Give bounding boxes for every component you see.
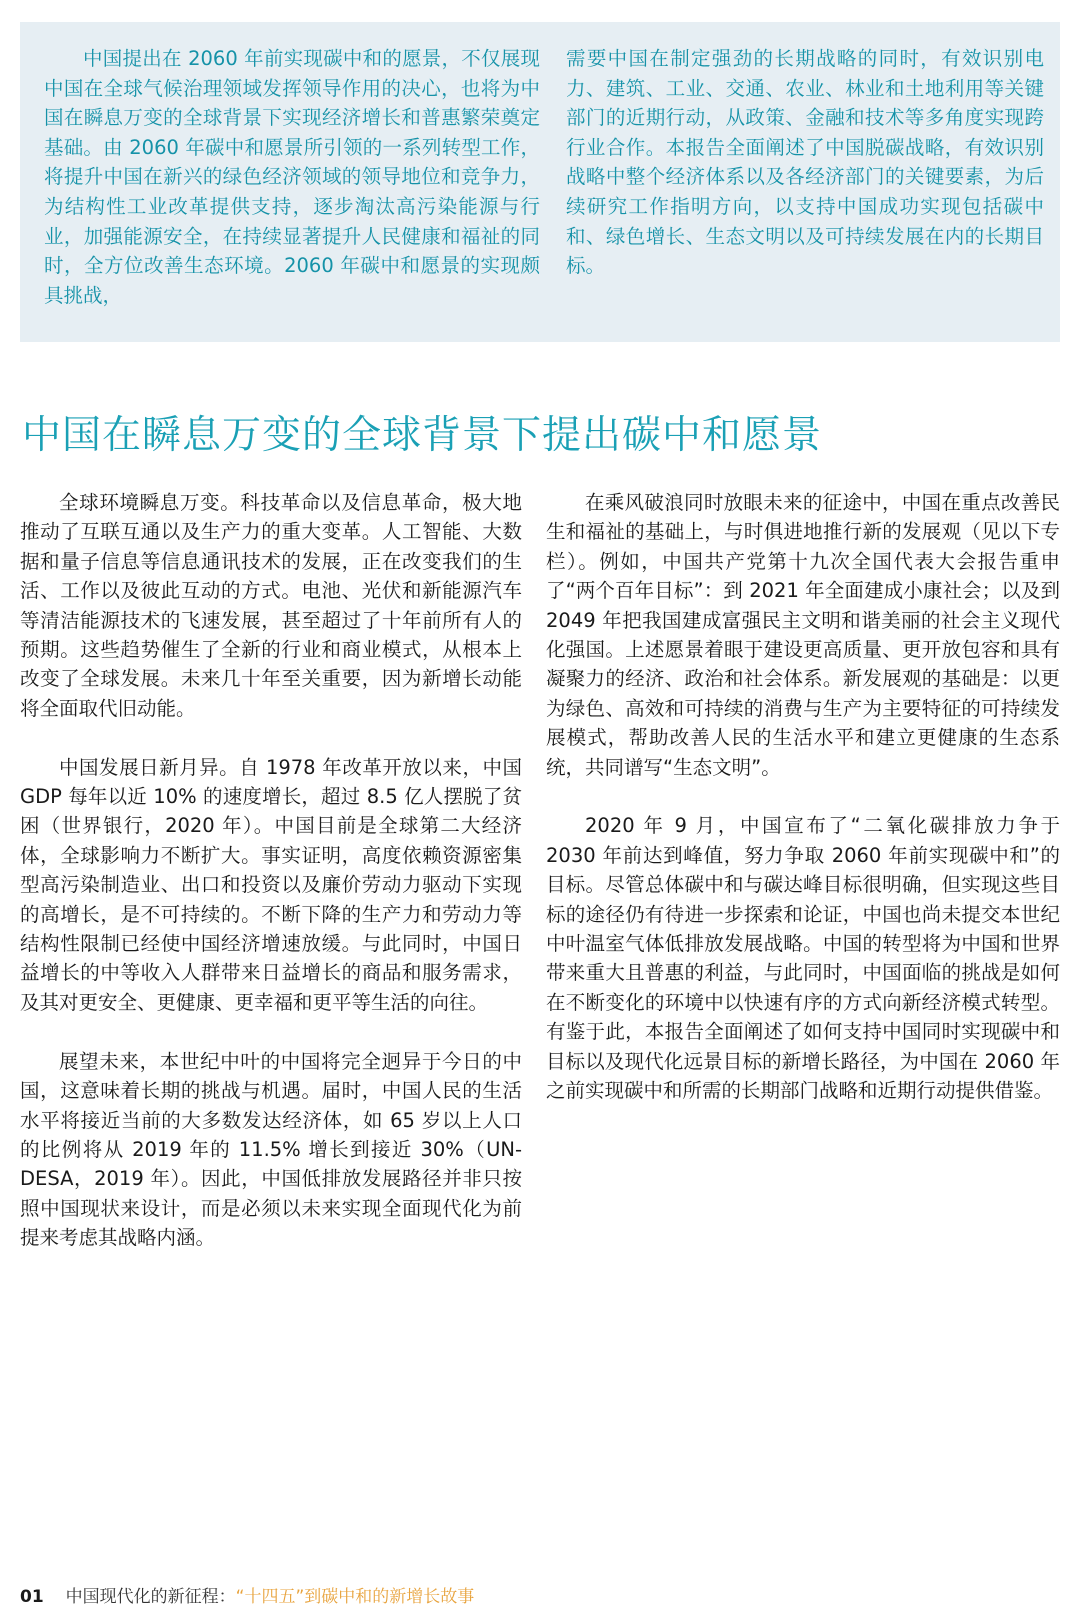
body-paragraph: 中国发展日新月异。自 1978 年改革开放以来，中国 GDP 每年以近 10% 的速度增长，超过 8.5 亿人摆脱了贫困（世界银行，2020 年）。中国目前是全球第二大经济体，全球影响力不断扩大。事实证明，高度依赖资源密集型高污染制造业、出口和投资以及廉价劳动力驱动下实现的高增长，是不可持续的。不断下降的生产力和劳动力等结构性限制已经使中国经济增速放缓。与此同时，中国日益增长的中等收入人群带来日益增长的商品和服务需求，及其对更安全、更健康、更幸福和更平等生活的向往。 — [20, 755, 522, 1014]
page-footer — [20, 1585, 474, 1609]
body-paragraph: 全球环境瞬息万变。科技革命以及信息革命，极大地推动了互联互通以及生产力的重大变革。人工智能、大数据和量子信息等信息通讯技术的发展，正在改变我们的生活、工作以及彼此互动的方式。电池、光伏和新能源汽车等清洁能源技术的飞速发展，甚至超过了十年前所有人的预期。这些趋势催生了全新的行业和商业模式，从根本上改变了全球发展。未来几十年至关重要，因为新增长动能将全面取代旧动能。 — [20, 491, 522, 720]
body-paragraph: 2020 年 9 月，中国宣布了“二氧化碳排放力争于 2030 年前达到峰值，努力争取 2060 年前实现碳中和”的目标。尽管总体碳中和与碳达峰目标很明确，但实现这些目标的途径仍有待进一步探索和论证，中国也尚未提交本世纪中叶温室气体低排放发展战略。中国的转型将为中国和世界带来重大且普惠的利益，与此同时，中国面临的挑战是如何在不断变化的环境中以快速有序的方式向新经济模式转型。有鉴于此，本报告全面阐述了如何支持中国同时实现碳中和目标以及现代化远景目标的新增长路径，为中国在 2060 年之前实现碳中和所需的长期部门战略和近期行动提供借鉴。 — [546, 814, 1060, 1103]
summary-left-column — [44, 44, 540, 310]
body-paragraph: 在乘风破浪同时放眼未来的征途中，中国在重点改善民生和福祉的基础上，与时俱进地推行新的发展观（见以下专栏）。例如，中国共产党第十九次全国代表大会报告重申了“两个百年目标”：到 2021 年全面建成小康社会；以及到 2049 年把我国建成富强民主文明和谐美丽的社会主义现代化强国。上述愿景着眼于建设更高质量、更开放包容和具有凝聚力的经济、政治和社会体系。新发展观的基础是：以更为绿色、高效和可持续的消费与生产为主要特征的可持续发展模式，帮助改善人民的生活水平和建立更健康的生态系统，共同谱写“生态文明”。 — [546, 491, 1060, 779]
page-number: 01 — [20, 1587, 44, 1607]
body-left-column — [20, 488, 522, 1282]
footer-subtitle: “十四五”到碳中和的新增长故事 — [235, 1587, 475, 1607]
summary-paragraph: 中国提出在 2060 年前实现碳中和的愿景，不仅展现中国在全球气候治理领域发挥领导作用的决心，也将为中国在瞬息万变的全球背景下实现经济增长和普惠繁荣奠定基础。由 2060 年碳中和愿景所引领的一系列转型工作，将提升中国在新兴的绿色经济领域的领导地位和竞争力，为结构性工业改革提供支持，逐步淘汰高污染能源与行业，加强能源安全，在持续显著提升人民健康和福祉的同时，全方位改善生态环境。2060 年碳中和愿景的实现颇具挑战， — [44, 47, 540, 307]
summary-paragraph: 需要中国在制定强劲的长期战略的同时，有效识别电力、建筑、工业、交通、农业、林业和土地利用等关键部门的近期行动，从政策、金融和技术等多角度实现跨行业合作。本报告全面阐述了中国脱碳战略，有效识别战略中整个经济体系以及各经济部门的关键要素，为后续研究工作指明方向，以支持中国成功实现包括碳中和、绿色增长、生态文明以及可持续发展在内的长期目标。 — [566, 47, 1044, 278]
section-heading: 中国在瞬息万变的全球背景下提出碳中和愿景 — [22, 413, 823, 458]
body-right-column — [546, 488, 1060, 1135]
summary-box — [20, 22, 1060, 342]
summary-right-column — [566, 44, 1044, 281]
footer-title: 中国现代化的新征程： — [65, 1587, 236, 1607]
body-paragraph: 展望未来，本世纪中叶的中国将完全迥异于今日的中国，这意味着长期的挑战与机遇。届时，中国人民的生活水平将接近当前的大多数发达经济体，如 65 岁以上人口的比例将从 2019 年的 11.5% 增长到接近 30%（UN-DESA，2019 年）。因此，中国低排放发展路径并非只按照中国现状来设计，而是必须以未来实现全面现代化为前提来考虑其战略内涵。 — [20, 1049, 522, 1250]
